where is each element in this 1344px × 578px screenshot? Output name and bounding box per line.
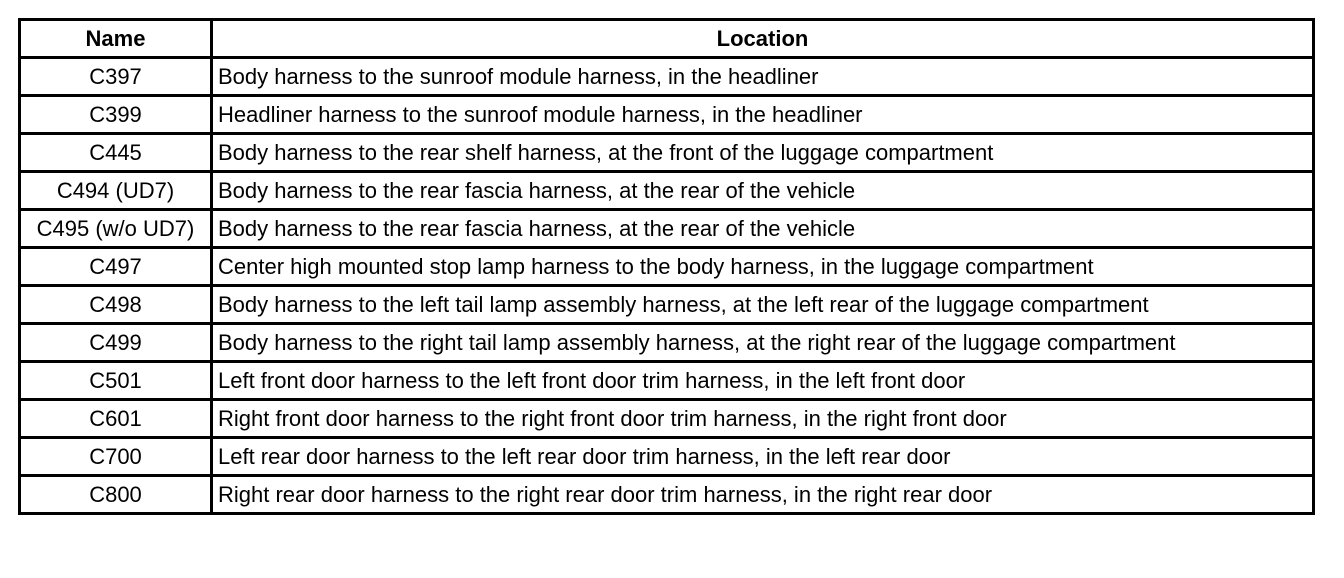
connector-location: Left rear door harness to the left rear door trim harness, in the left rear door <box>212 438 1314 476</box>
connector-location: Body harness to the left tail lamp assembly harness, at the left rear of the luggage compartment <box>212 286 1314 324</box>
connector-location-table <box>18 18 1315 515</box>
connector-location: Body harness to the rear fascia harness, at the rear of the vehicle <box>212 172 1314 210</box>
connector-location: Left front door harness to the left front door trim harness, in the left front door <box>212 362 1314 400</box>
table-row <box>20 476 1314 514</box>
connector-location: Right rear door harness to the right rear door trim harness, in the right rear door <box>212 476 1314 514</box>
table-row <box>20 324 1314 362</box>
connector-name: C497 <box>20 248 212 286</box>
connector-name: C601 <box>20 400 212 438</box>
connector-location: Body harness to the rear fascia harness, at the rear of the vehicle <box>212 210 1314 248</box>
table-row <box>20 134 1314 172</box>
table-row <box>20 58 1314 96</box>
connector-location: Body harness to the rear shelf harness, at the front of the luggage compartment <box>212 134 1314 172</box>
table-row <box>20 400 1314 438</box>
connector-location: Headliner harness to the sunroof module harness, in the headliner <box>212 96 1314 134</box>
connector-name: C445 <box>20 134 212 172</box>
table-row <box>20 210 1314 248</box>
connector-name: C499 <box>20 324 212 362</box>
connector-name: C800 <box>20 476 212 514</box>
connector-location: Center high mounted stop lamp harness to the body harness, in the luggage compartment <box>212 248 1314 286</box>
table-row <box>20 248 1314 286</box>
column-header-location: Location <box>212 20 1314 58</box>
connector-name: C399 <box>20 96 212 134</box>
connector-location: Body harness to the right tail lamp assembly harness, at the right rear of the luggage compartment <box>212 324 1314 362</box>
table-row <box>20 96 1314 134</box>
table-row <box>20 172 1314 210</box>
connector-name: C700 <box>20 438 212 476</box>
connector-location: Right front door harness to the right front door trim harness, in the right front door <box>212 400 1314 438</box>
table-row <box>20 286 1314 324</box>
table-header-row <box>20 20 1314 58</box>
column-header-name: Name <box>20 20 212 58</box>
connector-name: C494 (UD7) <box>20 172 212 210</box>
table-row <box>20 362 1314 400</box>
connector-name: C501 <box>20 362 212 400</box>
connector-location: Body harness to the sunroof module harness, in the headliner <box>212 58 1314 96</box>
connector-name: C397 <box>20 58 212 96</box>
connector-name: C498 <box>20 286 212 324</box>
table-row <box>20 438 1314 476</box>
connector-name: C495 (w/o UD7) <box>20 210 212 248</box>
